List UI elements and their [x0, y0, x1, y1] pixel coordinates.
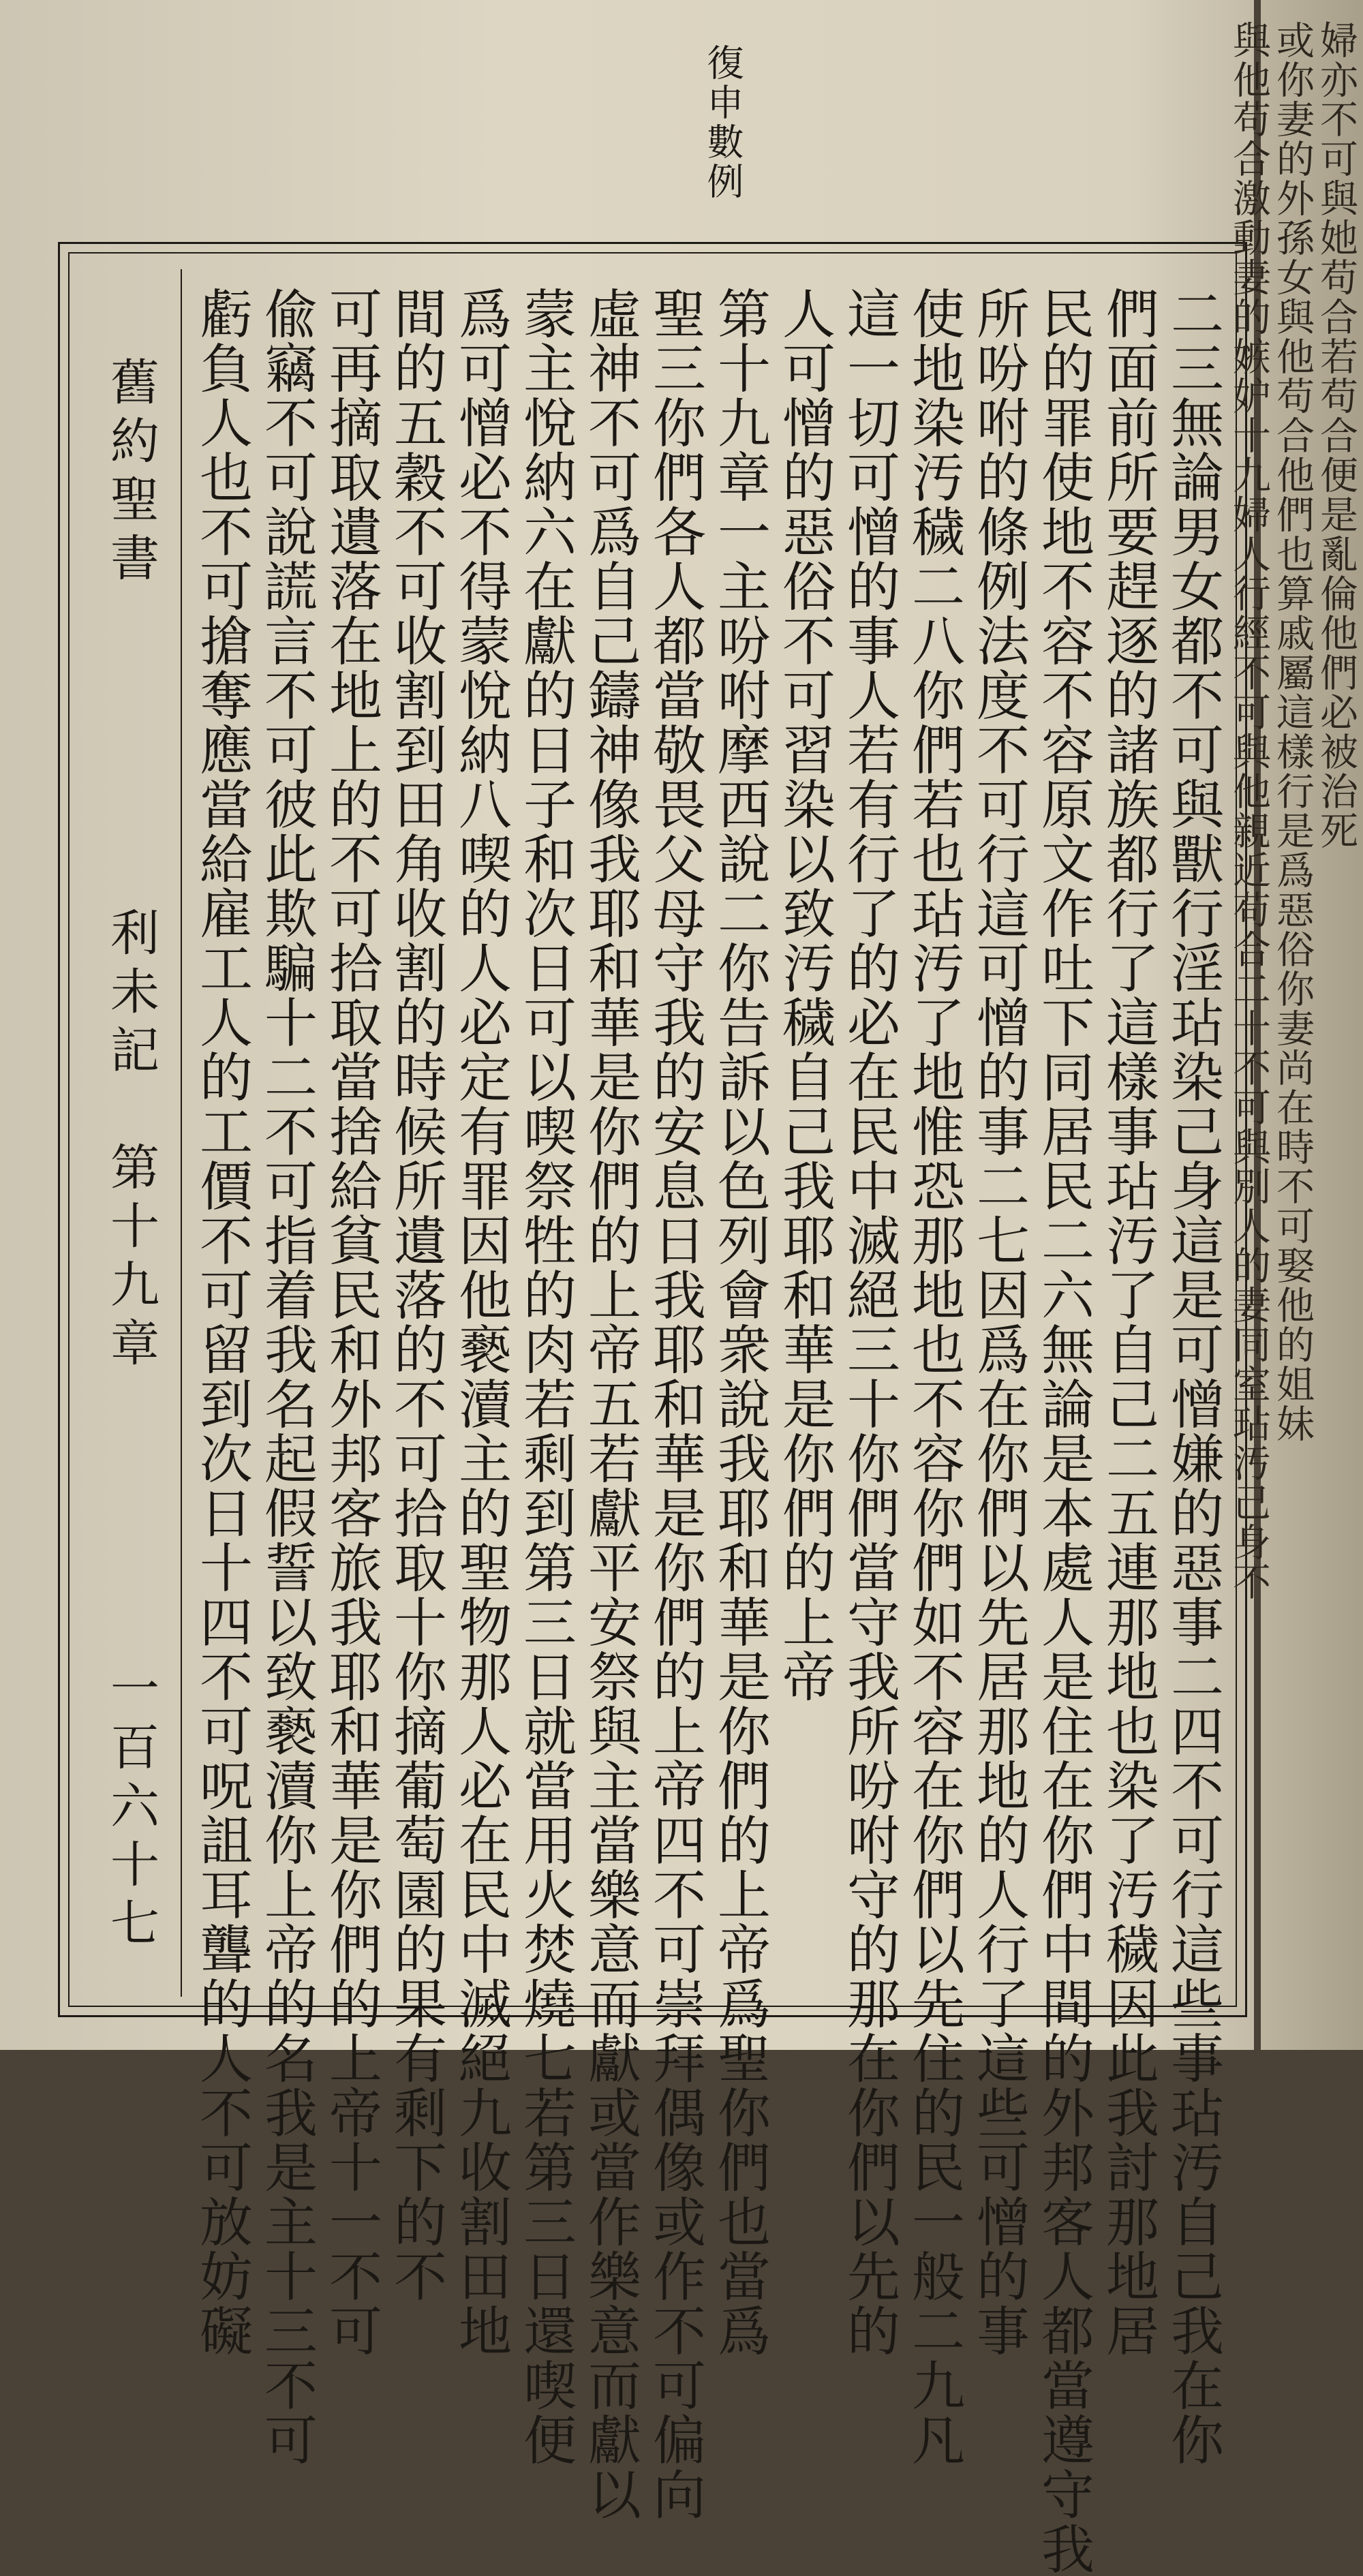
chapter-heading-column: 第十九章一主吩咐摩西說二你告訴以色列會衆說我耶和華是你們的上帝爲聖你們也當爲	[709, 286, 770, 2358]
text-column: 虧負人也不可搶奪應當給雇工人的工價不可留到次日十四不可呪詛耳聾的人不可放妨礙	[191, 286, 252, 2358]
page-number: 一百六十七	[102, 1663, 159, 1956]
facing-page-column: 或你妻的外孫女與他苟合他們也算戚屬這樣行是爲惡俗你妻尚在時不可娶他的姐妹	[1270, 20, 1315, 1443]
text-column: 這一切可憎的事人若有行了的必在民中滅絕三十你們當守我所吩咐守的那在你們以先的	[838, 286, 900, 2358]
text-column: 蒙主悅納六在獻的日子和次日可以喫祭牲的肉若剩到第三日就當用火焚燒七若第三日還喫便	[515, 286, 576, 2467]
text-column: 民的罪使地不容不容原文作吐下同居民二六無論是本處人是住在你們中間的外邦客人都當遵守我	[1032, 286, 1094, 2576]
text-column: 間的五穀不可收割到田角收割的時候所遺落的不可拾取十你摘葡萄園的果有剩下的不	[385, 286, 446, 2303]
footer-band	[80, 269, 182, 1997]
text-column: 們面前所要趕逐的諸族都行了這樣事玷汚了自己二五連那地也染了汚穢因此我討那地居	[1097, 286, 1159, 2358]
facing-page-edge	[1227, 0, 1363, 2050]
chapter-label: 利未記 第十九章	[102, 907, 159, 1376]
text-column: 使地染汚穢二八你們若也玷汚了地惟恐那地也不容你們如不容在你們以先住的民一般二九凡	[903, 286, 964, 2467]
facing-page-column: 與他苟合激動妻的嫉妒十九婦人行經不可與他親近苟合二十不可與別人的妻同室玷汚己身不	[1227, 20, 1271, 1601]
book-title: 舊約聖書	[102, 356, 159, 591]
text-column: 二三無論男女都不可與獸行淫玷染己身這是可憎嫌的惡事二四不可行這些事玷汚自己我在你	[1162, 286, 1223, 2467]
text-column: 偸竊不可說謊言不可彼此欺騙十二不可指着我名起假誓以致褻瀆你上帝的名我是主十三不可	[256, 286, 317, 2467]
text-column: 所吩咐的條例法度不可行這可憎的事二七因爲在你們以先居那地的人行了這些可憎的事	[968, 286, 1029, 2358]
text-column: 聖三你們各人都當敬畏父母守我的安息日我耶和華是你們的上帝四不可崇拜偶像或作不可偏向	[644, 286, 705, 2521]
running-head: 復申數例	[701, 44, 744, 202]
text-column: 爲可憎必不得蒙悅納八喫的人必定有罪因他褻瀆主的聖物那人必在民中滅絕九收割田地	[450, 286, 511, 2358]
facing-page-column: 婦亦不可與她苟合若苟合便是亂倫他們必被治死	[1314, 20, 1358, 850]
text-column: 虛神不可爲自己鑄神像我耶和華是你們的上帝五若獻平安祭與主當樂意而獻或當作樂意而獻以	[579, 286, 641, 2521]
text-column: 可再摘取遺落在地上的不可拾取當捨給貧民和外邦客旅我耶和華是你們的上帝十一不可	[320, 286, 382, 2358]
text-column: 人可憎的惡俗不可習染以致汚穢自己我耶和華是你們的上帝	[774, 286, 835, 1704]
